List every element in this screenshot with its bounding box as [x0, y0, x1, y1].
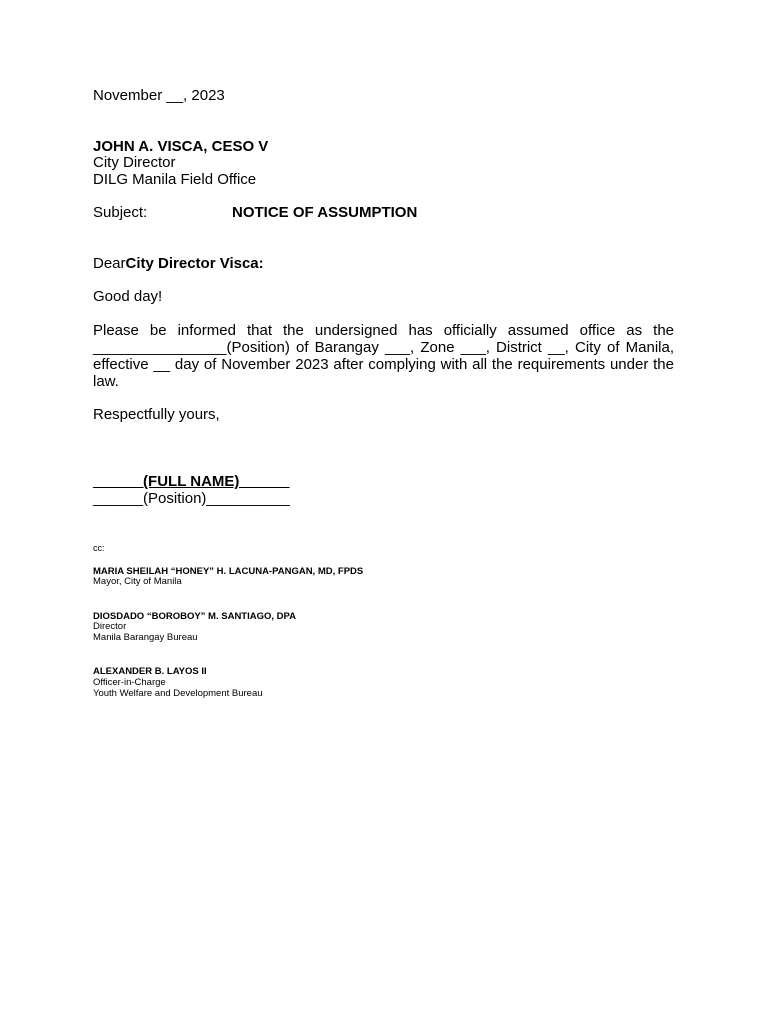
subject-text: NOTICE OF ASSUMPTION [232, 204, 418, 221]
body-line-4: the law. [93, 356, 674, 390]
cc-recipient-title: Officer-in-Charge [93, 677, 166, 688]
cc-recipient-office: Youth Welfare and Development Bureau [93, 688, 263, 699]
letter-date: November __, 2023 [93, 87, 225, 104]
salutation [93, 255, 264, 272]
body-paragraph [93, 322, 674, 390]
cc-recipient-name: DIOSDADO “BOROBOY” M. SANTIAGO, DPA [93, 611, 297, 622]
salutation-name: City Director Visca: [125, 255, 264, 272]
body-line-1: Please be informed that the undersigned has officially assumed office as the [93, 322, 674, 339]
signatory-position: ______(Position)__________ [93, 490, 290, 507]
subject-label: Subject: [93, 204, 148, 221]
salutation-prefix: Dear [93, 255, 126, 272]
cc-label: cc: [93, 543, 105, 553]
closing: Respectfully yours, [93, 406, 220, 423]
cc-recipient-office: Manila Barangay Bureau [93, 632, 198, 643]
cc-recipient-name: ALEXANDER B. LAYOS II [93, 666, 207, 677]
body-line-2: ________________(Position) of Barangay ___, Zone ___, District __, City of Manila, [93, 339, 674, 356]
cc-recipient-title: Mayor, City of Manila [93, 576, 182, 587]
signatory-name: ______(FULL NAME)______ [93, 473, 290, 490]
body-line-3: effective __ day of November 2023 after complying with all the requirements under [93, 356, 649, 373]
recipient-name: JOHN A. VISCA, CESO V [93, 138, 269, 155]
recipient-office: DILG Manila Field Office [93, 171, 257, 188]
cc-recipient-title: Director [93, 621, 127, 632]
cc-recipient-name: MARIA SHEILAH “HONEY” H. LACUNA-PANGAN, MD, FPDS [93, 566, 364, 577]
recipient-title: City Director [93, 154, 176, 171]
greeting: Good day! [93, 288, 163, 305]
